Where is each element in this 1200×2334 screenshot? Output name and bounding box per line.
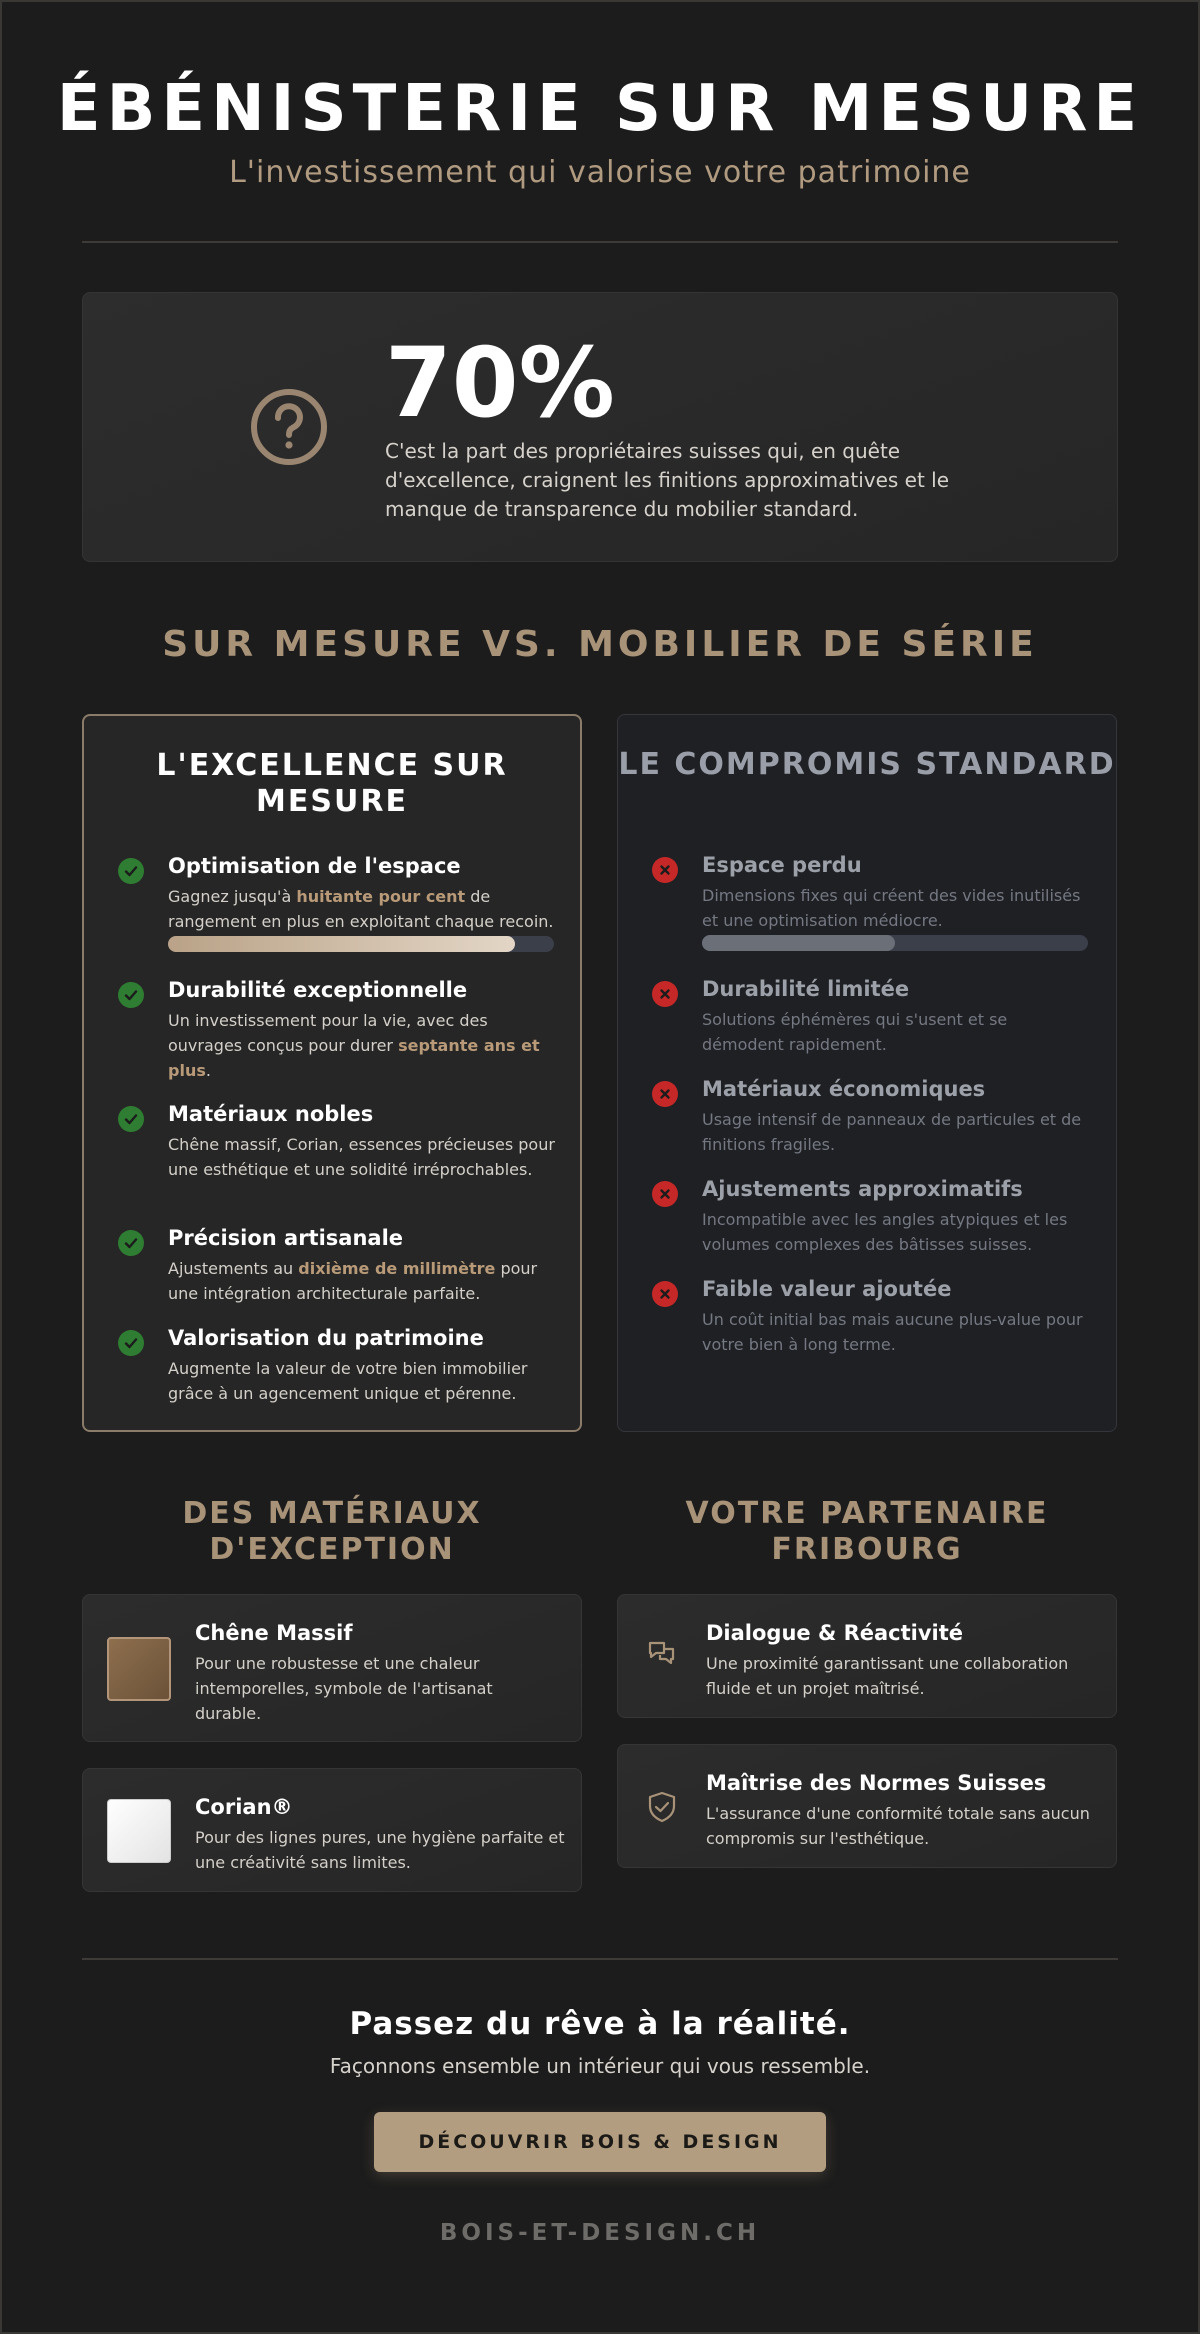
website-link[interactable]: BOIS-ET-DESIGN.CH: [439, 2220, 761, 2246]
check-icon: [118, 1330, 144, 1356]
item-text: Incompatible avec les angles atypiques et les volumes complexes des bâtisses suisses.: [702, 1210, 1068, 1254]
item-text: Solutions éphémères qui s'usent et se démodent rapidement.: [702, 1010, 1008, 1054]
cta-subtitle: Façonnons ensemble un intérieur qui vous ressemble.: [329, 2054, 871, 2078]
check-icon: [118, 858, 144, 884]
item-text: Usage intensif de panneaux de particules et de finitions fragiles.: [702, 1110, 1082, 1154]
page-title: ÉBÉNISTERIE SUR MESURE: [56, 72, 1144, 146]
partner-item-text: Une proximité garantissant une collaboration fluide et un projet maîtrisé.: [706, 1654, 1069, 1698]
item-title: Optimisation de l'espace: [168, 854, 461, 878]
item-title: Faible valeur ajoutée: [702, 1277, 952, 1301]
cta-heading: Passez du rêve à la réalité.: [349, 2006, 851, 2042]
stat-number: 70%: [385, 327, 615, 439]
partner-card-norms: [617, 1744, 1117, 1868]
comparison-title: SUR MESURE VS. MOBILIER DE SÉRIE: [162, 624, 1038, 665]
question-circle-icon: [249, 387, 329, 467]
item-title: Valorisation du patrimoine: [168, 1326, 484, 1350]
item-text: Chêne massif, Corian, essences précieuses pour une esthétique et une solidité irréprochables.: [168, 1135, 555, 1179]
space-progress-fill: [702, 935, 895, 951]
item-text: Un coût initial bas mais aucune plus-value pour votre bien à long terme.: [702, 1310, 1083, 1354]
material-card-corian: [82, 1768, 582, 1892]
material-text: Pour des lignes pures, une hygiène parfaite et une créativité sans limites.: [195, 1828, 565, 1872]
divider: [82, 1958, 1118, 1960]
item-text: Dimensions fixes qui créent des vides inutilisés et une optimisation médiocre.: [702, 886, 1081, 930]
material-title: Corian®: [195, 1795, 293, 1819]
item-title: Matériaux économiques: [702, 1077, 986, 1101]
cross-icon: [652, 981, 678, 1007]
standard-card: [617, 714, 1117, 1432]
page-subtitle: L'investissement qui valorise votre patrimoine: [229, 155, 971, 190]
materials-title: DES MATÉRIAUX D'EXCEPTION: [182, 1496, 482, 1567]
item-title: Ajustements approximatifs: [702, 1177, 1023, 1201]
partner-card-dialogue: [617, 1594, 1117, 1718]
space-progress-bar: [702, 935, 1088, 951]
partner-title: VOTRE PARTENAIRE FRIBOURG: [685, 1496, 1049, 1567]
stat-description: C'est la part des propriétaires suisses qui, en quête d'excellence, craignent les finitions approximatives et le manque de transparence du mobilier standard.: [385, 439, 950, 521]
partner-item-title: Dialogue & Réactivité: [706, 1621, 964, 1645]
item-text: Un investissement pour la vie, avec des ouvrages conçus pour durer septante ans et plus.: [168, 1011, 540, 1080]
space-progress-bar: [168, 936, 554, 952]
item-title: Précision artisanale: [168, 1226, 404, 1250]
material-card-oak: [82, 1594, 582, 1742]
item-title: Espace perdu: [702, 853, 862, 877]
custom-card-title: L'EXCELLENCE SUR MESURE: [156, 748, 508, 819]
item-text: Ajustements au dixième de millimètre pour une intégration architecturale parfaite.: [168, 1259, 538, 1303]
item-text: Augmente la valeur de votre bien immobilier grâce à un agencement unique et pérenne.: [168, 1359, 528, 1403]
oak-swatch: [107, 1637, 171, 1701]
shield-check-icon: [644, 1789, 680, 1825]
chat-bubbles-icon: [644, 1637, 680, 1673]
partner-item-title: Maîtrise des Normes Suisses: [706, 1771, 1047, 1795]
space-progress-fill: [168, 936, 515, 952]
material-text: Pour une robustesse et une chaleur intemporelles, symbole de l'artisanat durable.: [195, 1654, 493, 1723]
item-title: Durabilité limitée: [702, 977, 910, 1001]
discover-button[interactable]: DÉCOUVRIR BOIS & DESIGN: [374, 2112, 826, 2172]
item-title: Durabilité exceptionnelle: [168, 978, 468, 1002]
item-text: Gagnez jusqu'à huitante pour cent de rangement en plus en exploitant chaque recoin.: [168, 887, 554, 931]
check-icon: [118, 1230, 144, 1256]
cross-icon: [652, 1281, 678, 1307]
material-title: Chêne Massif: [195, 1621, 353, 1645]
partner-item-text: L'assurance d'une conformité totale sans aucun compromis sur l'esthétique.: [706, 1804, 1090, 1848]
custom-card: [82, 714, 582, 1432]
item-title: Matériaux nobles: [168, 1102, 374, 1126]
stat-card: [82, 292, 1118, 562]
cross-icon: [652, 1081, 678, 1107]
cross-icon: [652, 1181, 678, 1207]
standard-card-title: LE COMPROMIS STANDARD: [618, 747, 1116, 782]
cross-icon: [652, 857, 678, 883]
corian-swatch: [107, 1799, 171, 1863]
check-icon: [118, 982, 144, 1008]
check-icon: [118, 1106, 144, 1132]
divider: [82, 241, 1118, 243]
